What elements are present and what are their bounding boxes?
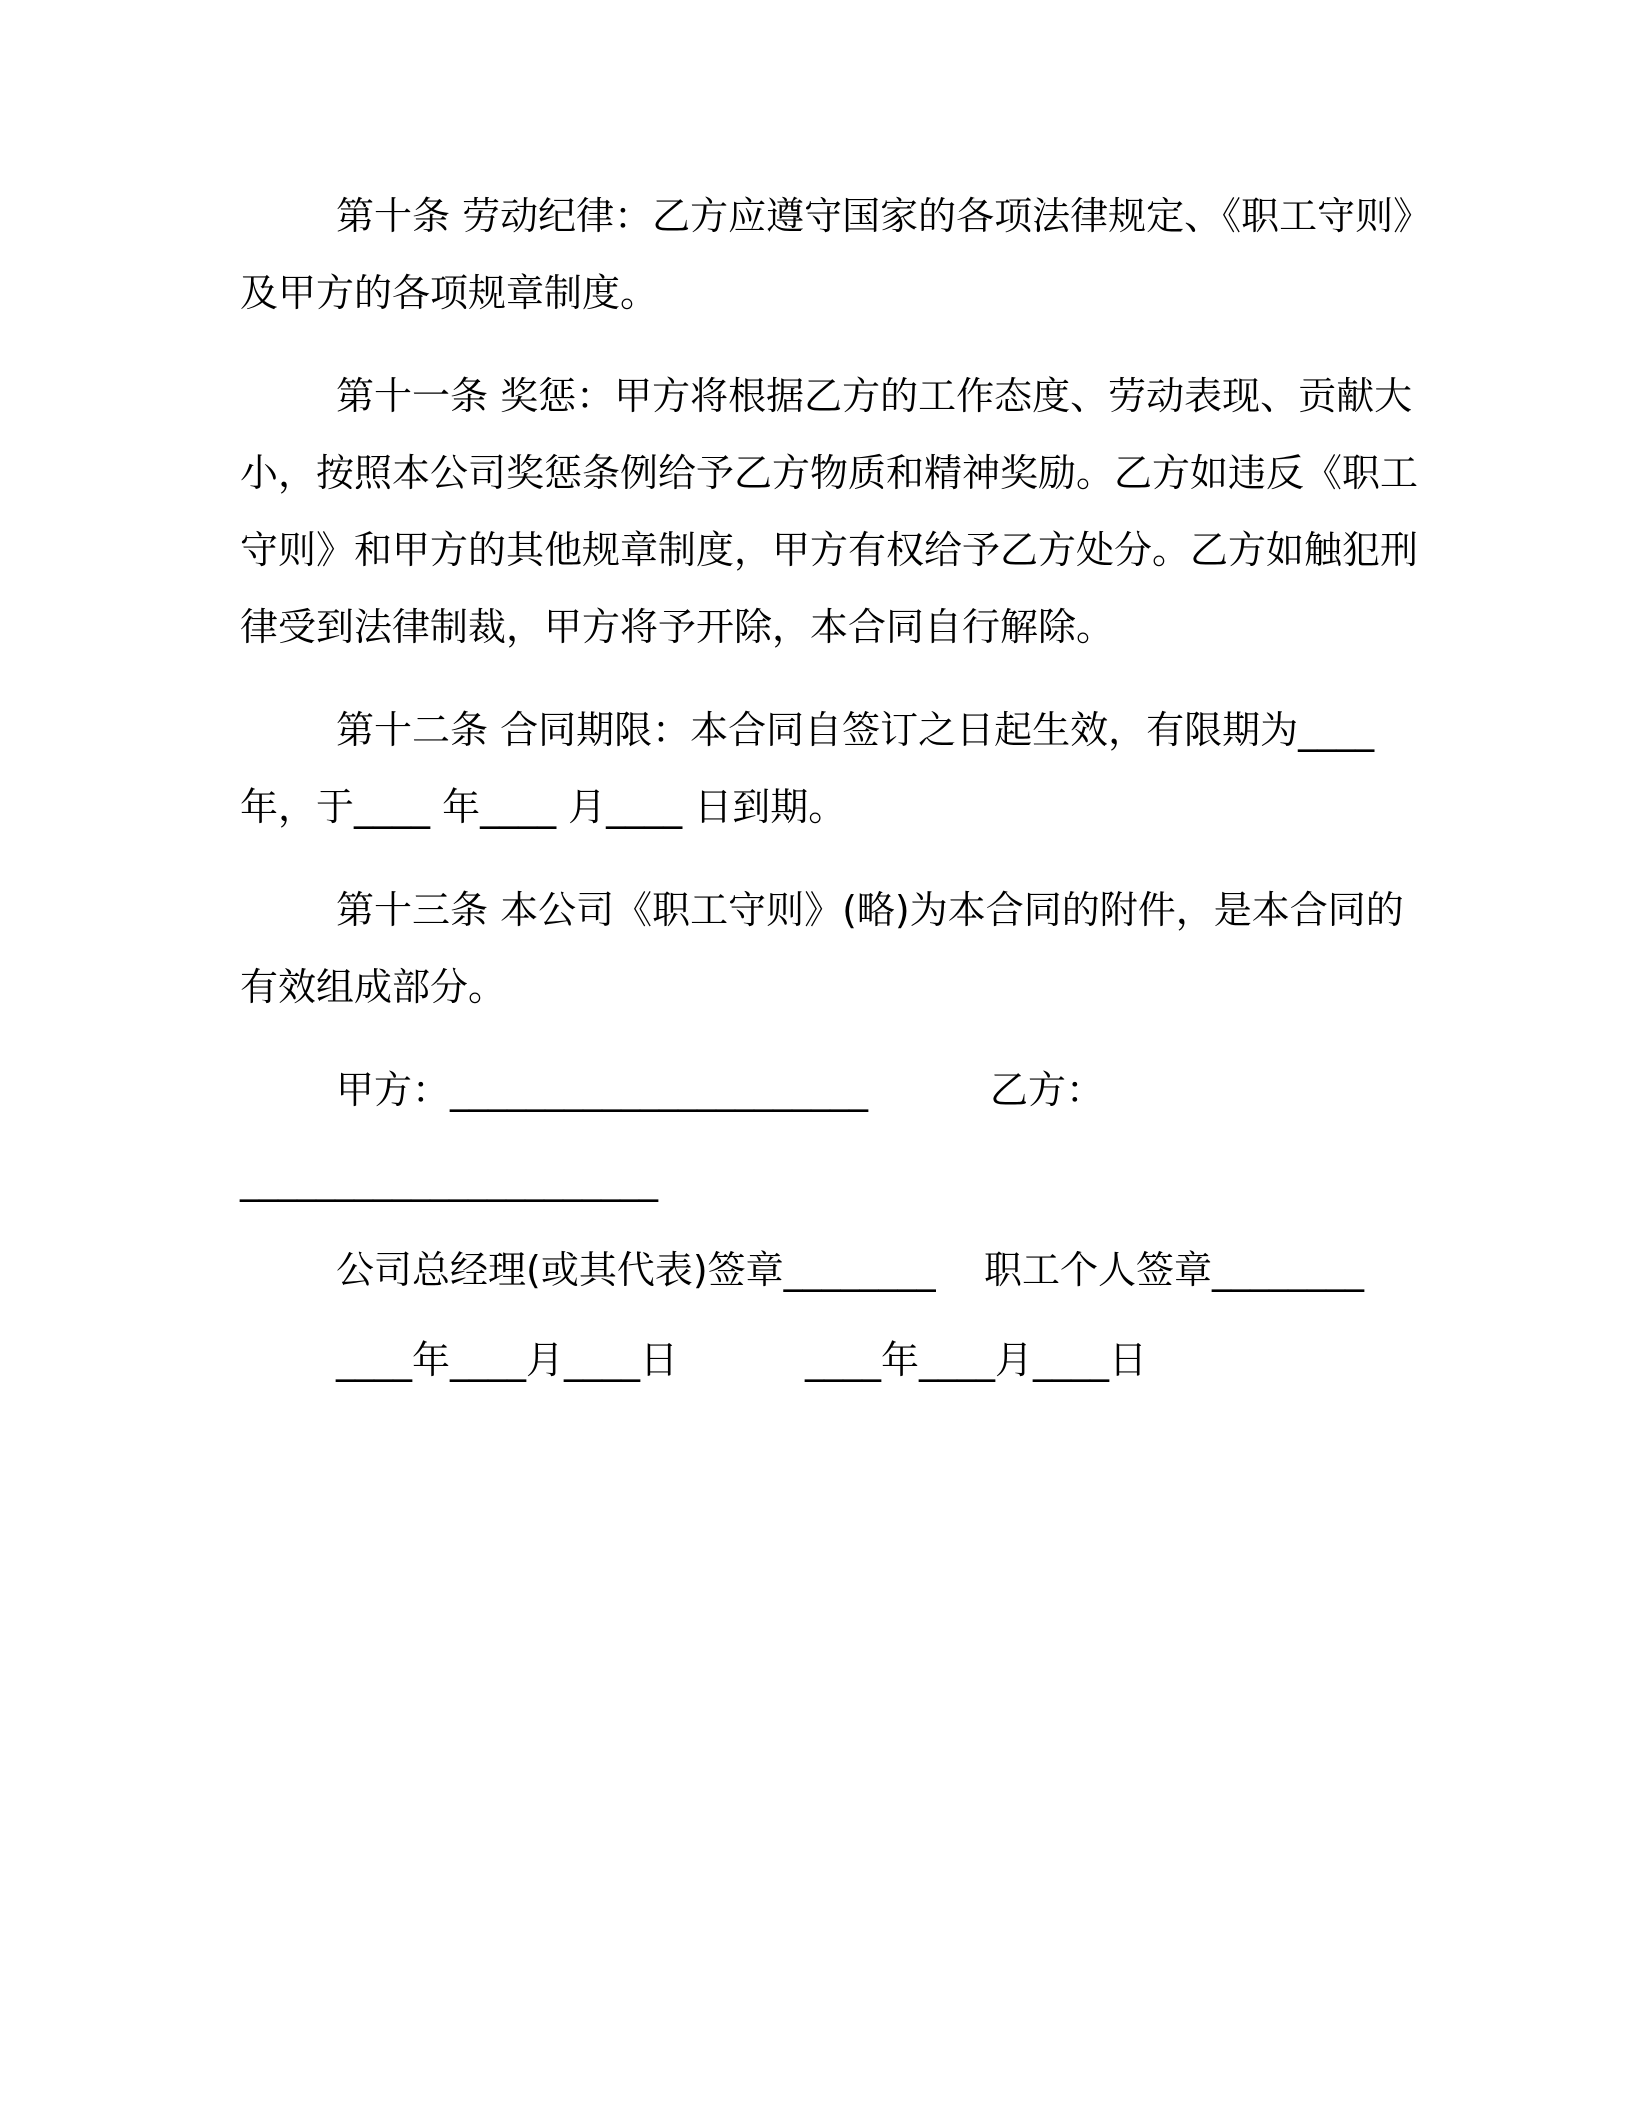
article-13 <box>240 872 1420 1026</box>
article-10 <box>240 178 1420 332</box>
article-12-label: 第十二条 <box>336 708 489 752</box>
party-b-line: ______________________ <box>240 1158 658 1202</box>
article-12-text: 合同期限：本合同自签订之日起生效，有限期为____年，于____ 年____ 月____ 日到期。 <box>240 708 1375 829</box>
party-a-label: 甲方：______________________ <box>336 1068 869 1112</box>
party-b-signature: 职工个人签章________ <box>984 1248 1365 1292</box>
article-10-text: 劳动纪律：乙方应遵守国家的各项法律规定、《职工守则》及甲方的各项规章制度。 <box>240 194 1413 315</box>
party-b-date: ____年____月____日 <box>805 1338 1148 1382</box>
article-13-text: 本公司《职工守则》(略)为本合同的附件，是本合同的有效组成部分。 <box>240 888 1404 1009</box>
article-12 <box>240 692 1420 846</box>
party-a-signature: 公司总经理(或其代表)签章________ <box>336 1248 936 1292</box>
article-11 <box>240 358 1420 666</box>
article-10-label: 第十条 <box>336 194 451 238</box>
article-11-text: 奖惩：甲方将根据乙方的工作态度、劳动表现、贡献大小，按照本公司奖惩条例给予乙方物质和精神奖励。乙方如违反《职工守则》和甲方的其他规章制度，甲方有权给予乙方处分。乙方如触犯刑律受到法律制裁，甲方将予开除，本合同自行解除。 <box>240 374 1419 649</box>
party-a-date: ____年____月____日 <box>336 1338 679 1382</box>
article-13-label: 第十三条 <box>336 888 489 932</box>
article-11-label: 第十一条 <box>336 374 489 418</box>
party-b-label: 乙方： <box>990 1068 1105 1112</box>
